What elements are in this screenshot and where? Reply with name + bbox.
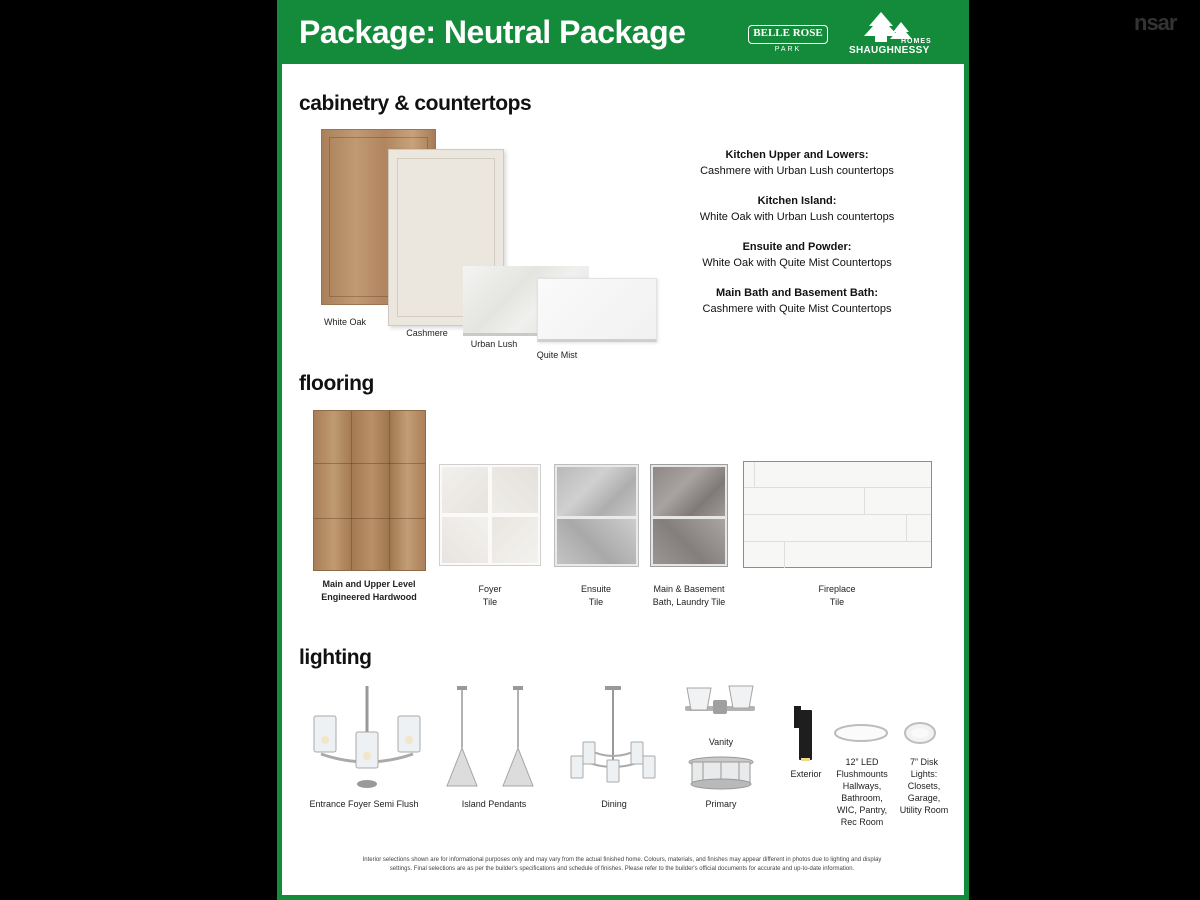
label-line: Bath, Laundry Tile bbox=[652, 597, 726, 607]
disk-light-icon bbox=[903, 720, 937, 746]
shaughnessy-text: SHAUGHNESSY bbox=[849, 45, 930, 56]
label-line: Main and Upper Level bbox=[322, 579, 416, 589]
label-line: Engineered Hardwood bbox=[321, 592, 417, 602]
dining-label: Dining bbox=[601, 799, 627, 809]
disclaimer-line: Interior selections shown are for informational purposes only and may vary from the actual finished home. Colours, materials, and finishes may appear different in photos due to lighting and display bbox=[362, 857, 882, 863]
urban-lush-label: Urban Lush bbox=[470, 339, 518, 349]
frame-right bbox=[964, 64, 969, 900]
homes-text: HOMES bbox=[901, 38, 932, 45]
label-line: Closets, bbox=[907, 781, 941, 791]
primary-flushmount-icon bbox=[687, 756, 755, 792]
frame-bottom bbox=[277, 895, 969, 900]
label-line: 12” LED bbox=[845, 757, 879, 767]
ensuite-tile-swatch bbox=[554, 464, 639, 567]
spec-kitchen-upper bbox=[677, 147, 917, 179]
spec-value: Cashmere with Urban Lush countertops bbox=[700, 165, 894, 177]
entrance-foyer-label: Entrance Foyer Semi Flush bbox=[309, 799, 419, 809]
watermark-logo: nsar bbox=[1134, 10, 1177, 35]
label-line: Bathroom, bbox=[841, 793, 883, 803]
hardwood-label bbox=[309, 578, 429, 604]
led-flushmount-label bbox=[827, 756, 897, 828]
belle-rose-text: BELLE ROSE bbox=[753, 27, 823, 39]
spec-heading: Kitchen Island: bbox=[757, 195, 837, 207]
label-line: Garage, bbox=[907, 793, 941, 803]
quite-mist-label: Quite Mist bbox=[536, 350, 578, 360]
section-cabinetry-title: cabinetry & countertops bbox=[299, 92, 532, 115]
label-line: Utility Room bbox=[899, 805, 949, 815]
section-flooring-title: flooring bbox=[299, 372, 374, 395]
belle-rose-park-text: PARK bbox=[774, 46, 802, 53]
exterior-label: Exterior bbox=[790, 769, 822, 779]
section-lighting-title: lighting bbox=[299, 646, 372, 669]
label-line: Fireplace bbox=[818, 584, 856, 594]
spec-value: White Oak with Urban Lush countertops bbox=[699, 211, 895, 223]
ensuite-tile-label bbox=[556, 583, 636, 609]
exterior-sconce-icon bbox=[792, 706, 816, 762]
spec-kitchen-island bbox=[677, 193, 917, 225]
label-line: Hallways, bbox=[842, 781, 882, 791]
spec-value: White Oak with Quite Mist Countertops bbox=[702, 257, 892, 269]
spec-ensuite-powder bbox=[677, 239, 917, 271]
led-flushmount-icon bbox=[833, 722, 889, 744]
disclaimer-line: settings. Final selections are as per the builder's specifications and schedule of finishes. Please refer to the builder's official documents for accurate and up-to-date information. bbox=[389, 866, 855, 872]
label-line: Lights: bbox=[910, 769, 938, 779]
island-pendants-icon bbox=[445, 686, 537, 790]
disclaimer bbox=[337, 856, 907, 874]
spec-heading: Main Bath and Basement Bath: bbox=[716, 287, 878, 299]
island-pendants-label: Island Pendants bbox=[461, 799, 527, 809]
label-line: Tile bbox=[482, 597, 498, 607]
foyer-tile-swatch bbox=[439, 464, 541, 566]
header-bar bbox=[277, 0, 969, 64]
disk-light-label bbox=[889, 756, 959, 816]
label-line: Tile bbox=[588, 597, 604, 607]
hardwood-swatch bbox=[313, 410, 426, 571]
spec-heading: Ensuite and Powder: bbox=[742, 241, 852, 253]
cashmere-label: Cashmere bbox=[406, 328, 448, 338]
fireplace-tile-label bbox=[797, 583, 877, 609]
semi-flush-chandelier-icon bbox=[307, 686, 427, 790]
dining-chandelier-icon bbox=[567, 686, 659, 790]
label-line: Flushmounts bbox=[836, 769, 888, 779]
white-oak-label: White Oak bbox=[323, 317, 366, 327]
label-line: Ensuite bbox=[580, 584, 612, 594]
spec-main-basement-bath bbox=[677, 285, 917, 317]
vanity-label: Vanity bbox=[708, 737, 734, 747]
belle-rose-logo bbox=[748, 25, 828, 53]
fireplace-tile-swatch bbox=[743, 461, 932, 568]
page-title: Package: Neutral Package bbox=[299, 14, 686, 50]
label-line: WIC, Pantry, bbox=[836, 805, 888, 815]
spec-value: Cashmere with Quite Mist Countertops bbox=[702, 303, 892, 315]
spec-heading: Kitchen Upper and Lowers: bbox=[725, 149, 869, 161]
foyer-tile-label bbox=[450, 583, 530, 609]
bath-laundry-tile-swatch bbox=[650, 464, 728, 567]
label-line: Tile bbox=[829, 597, 845, 607]
label-line: Main & Basement bbox=[653, 584, 725, 594]
bath-laundry-tile-label bbox=[643, 583, 735, 609]
primary-label: Primary bbox=[705, 799, 737, 809]
label-line: Foyer bbox=[478, 584, 502, 594]
label-line: Rec Room bbox=[840, 817, 884, 827]
label-line: 7” Disk bbox=[909, 757, 938, 767]
shaughnessy-logo bbox=[847, 12, 943, 56]
quite-mist-swatch bbox=[537, 278, 657, 342]
vanity-light-icon bbox=[683, 684, 757, 720]
package-sheet bbox=[277, 0, 969, 900]
frame-left bbox=[277, 64, 282, 900]
